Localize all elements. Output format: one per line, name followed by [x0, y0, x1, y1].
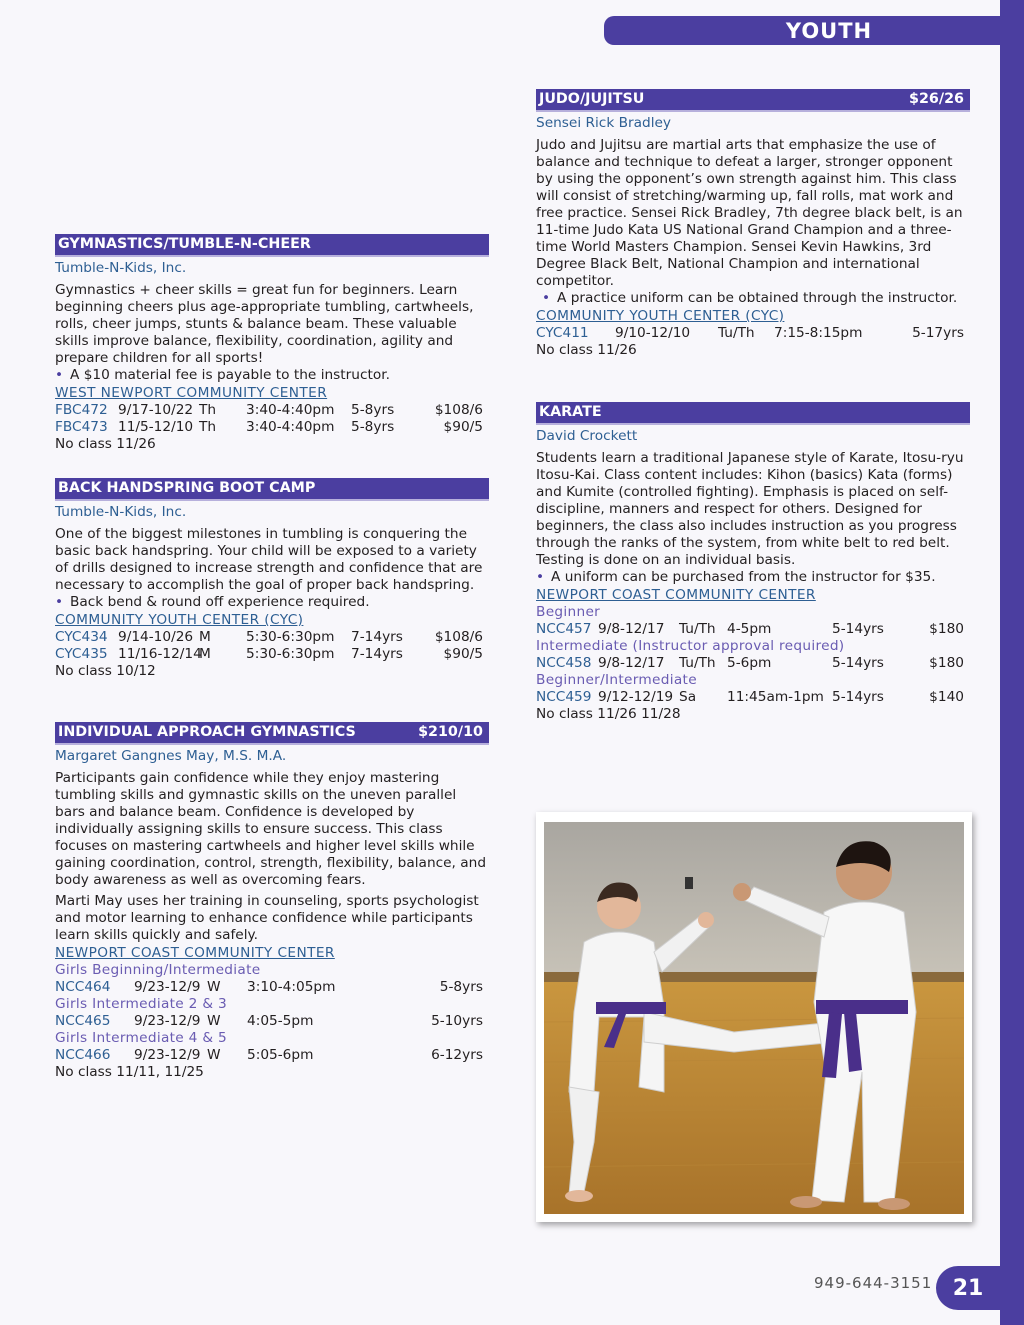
- description: Gymnastics + cheer skills = great fun for beginners. Learn beginning cheers plus age-appropriate tumbling, cartwheels, rolls, cheer jumps, stunts & balance beam. These valuable skills improve balance, flexibility, coordination, agility and prepare children for all sports!: [55, 282, 474, 366]
- section-header: [55, 478, 489, 501]
- group-label: Beginner/Intermediate: [536, 672, 697, 688]
- page-edge-bar: [1000, 0, 1024, 1325]
- description: One of the biggest milestones in tumbling is conquering the basic back handspring. Your child will be exposed to a variety of drills designed to increase strength and confidence that are necessary to accomplish the goal of proper back handspring.: [55, 526, 483, 593]
- no-class-note: No class 11/11, 11/25: [55, 1064, 204, 1080]
- time: 3:10-4:05pm: [247, 979, 336, 995]
- location-link[interactable]: COMMUNITY YOUTH CENTER (CYC): [536, 308, 785, 324]
- time: 5:05-6pm: [247, 1047, 314, 1063]
- handspring-section: [55, 478, 489, 680]
- fee: $180: [929, 621, 964, 637]
- ages: 5-8yrs: [439, 979, 483, 995]
- ages: 5-8yrs: [351, 419, 395, 435]
- section-header: [55, 722, 489, 745]
- class-code[interactable]: NCC457: [536, 621, 592, 637]
- class-code[interactable]: NCC465: [55, 1013, 111, 1029]
- class-code[interactable]: NCC458: [536, 655, 592, 671]
- section-price: $26/26: [909, 91, 964, 107]
- section-title: KARATE: [539, 404, 602, 420]
- table-row: [55, 629, 489, 646]
- section-title: GYMNASTICS/TUMBLE-N-CHEER: [58, 236, 311, 252]
- dates: 9/17-10/22: [118, 402, 194, 418]
- section-price: $210/10: [418, 724, 483, 740]
- table-row: [536, 621, 970, 638]
- bullet-note: • Back bend & round off experience required.: [55, 594, 370, 610]
- fee: $180: [929, 655, 964, 671]
- group-label: Intermediate (Instructor approval required): [536, 638, 845, 654]
- instructor: David Crockett: [536, 428, 638, 444]
- fee: $140: [929, 689, 964, 705]
- karate-section: [536, 402, 970, 723]
- section-header: [55, 234, 489, 257]
- class-code[interactable]: CYC411: [536, 325, 589, 341]
- time: 4:05-5pm: [247, 1013, 314, 1029]
- time: 4-5pm: [727, 621, 772, 637]
- instructor: Tumble-N-Kids, Inc.: [55, 260, 187, 276]
- no-class-note: No class 11/26: [55, 436, 156, 452]
- description-2: Marti May uses her training in counseling, sports psychologist and motor learning to enhance confidence while participants learn skills quickly and safely.: [55, 893, 479, 943]
- class-code[interactable]: FBC473: [55, 419, 108, 435]
- ages: 5-8yrs: [351, 402, 395, 418]
- bullet-note: • A practice uniform can be obtained through the instructor.: [542, 290, 958, 306]
- ages: 5-14yrs: [832, 655, 884, 671]
- dates: 9/8-12/17: [598, 621, 665, 637]
- instructor: Sensei Rick Bradley: [536, 115, 672, 131]
- karate-photo: [544, 822, 964, 1214]
- group-label: Girls Intermediate 2 & 3: [55, 996, 227, 1012]
- day: Th: [199, 419, 217, 435]
- time: 3:40-4:40pm: [246, 402, 335, 418]
- bullet-note: • A $10 material fee is payable to the instructor.: [55, 367, 390, 383]
- no-class-note: No class 11/26 11/28: [536, 706, 681, 722]
- table-row: [55, 402, 489, 419]
- day: M: [199, 629, 211, 645]
- individual-gymnastics-section: [55, 722, 489, 1081]
- time: 5:30-6:30pm: [246, 629, 335, 645]
- class-code[interactable]: CYC434: [55, 629, 108, 645]
- section-title: INDIVIDUAL APPROACH GYMNASTICS: [58, 724, 356, 740]
- dates: 9/23-12/9: [134, 979, 201, 995]
- footer-phone: 949-644-3151: [814, 1274, 933, 1292]
- class-code[interactable]: NCC459: [536, 689, 592, 705]
- location-link[interactable]: COMMUNITY YOUTH CENTER (CYC): [55, 612, 304, 628]
- ages: 5-17yrs: [912, 325, 964, 341]
- group-label: Girls Intermediate 4 & 5: [55, 1030, 227, 1046]
- time: 7:15-8:15pm: [774, 325, 863, 341]
- class-code[interactable]: NCC466: [55, 1047, 111, 1063]
- day: Tu/Th: [718, 325, 755, 341]
- day: Sa: [679, 689, 697, 705]
- section-title: BACK HANDSPRING BOOT CAMP: [58, 480, 316, 496]
- page-number: 21: [936, 1266, 1000, 1310]
- ages: 5-14yrs: [832, 689, 884, 705]
- day: W: [207, 1047, 221, 1063]
- location-link[interactable]: NEWPORT COAST COMMUNITY CENTER: [536, 587, 816, 603]
- day: W: [207, 979, 221, 995]
- time: 5:30-6:30pm: [246, 646, 335, 662]
- time: 11:45am-1pm: [727, 689, 824, 705]
- instructor: Margaret Gangnes May, M.S. M.A.: [55, 748, 287, 764]
- karate-photo-frame: [536, 812, 972, 1222]
- day: W: [207, 1013, 221, 1029]
- table-row: [536, 325, 970, 342]
- ages: 6-12yrs: [431, 1047, 483, 1063]
- table-row: [55, 419, 489, 436]
- class-code[interactable]: NCC464: [55, 979, 111, 995]
- table-row: [536, 689, 970, 706]
- fee: $90/5: [443, 646, 483, 662]
- table-row: [55, 1047, 489, 1064]
- dates: 9/14-10/26: [118, 629, 194, 645]
- gymnastics-section: [55, 234, 489, 453]
- ages: 7-14yrs: [351, 629, 403, 645]
- dates: 11/16-12/14: [118, 646, 202, 662]
- day: Tu/Th: [679, 655, 716, 671]
- section-title: JUDO/JUJITSU: [539, 91, 645, 107]
- fee: $108/6: [434, 402, 483, 418]
- table-row: [55, 646, 489, 663]
- description: Participants gain confidence while they enjoy mastering tumbling skills and gymnastic skills on the uneven parallel bars and balance beam. Confidence is developed by individually assigning skills to ensure success. This class focuses on mastering cartwheels and higher level skills while gaining coordination, control, strength, flexibility, balance, and body awareness as well as overcoming fears.: [55, 770, 487, 888]
- judo-section: [536, 89, 970, 359]
- time: 5-6pm: [727, 655, 772, 671]
- dates: 9/23-12/9: [134, 1047, 201, 1063]
- section-header: [536, 402, 970, 425]
- section-tab: YOUTH: [604, 16, 1024, 45]
- fee: $90/5: [443, 419, 483, 435]
- ages: 5-14yrs: [832, 621, 884, 637]
- dates: 9/8-12/17: [598, 655, 665, 671]
- table-row: [536, 655, 970, 672]
- location-link[interactable]: NEWPORT COAST COMMUNITY CENTER: [55, 945, 335, 961]
- table-row: [55, 979, 489, 996]
- ages: 7-14yrs: [351, 646, 403, 662]
- description: Judo and Jujitsu are martial arts that emphasize the use of balance and technique to defeat a larger, stronger opponent by using the opponent’s own strength against him. This class will consist of stretching/warming up, fall rolls, mat work and free practice. Sensei Rick Bradley, 7th degree black belt, is an 11-time Judo Kata US National Grand Champion and a three-time World Masters Champion. Sensei Kevin Hawkins, 3rd Degree Black Belt, National Champion and international competitor.: [536, 137, 963, 289]
- day: M: [199, 646, 211, 662]
- group-label: Beginner: [536, 604, 601, 620]
- section-header: [536, 89, 970, 112]
- day: Th: [199, 402, 217, 418]
- group-label: Girls Beginning/Intermediate: [55, 962, 261, 978]
- description: Students learn a traditional Japanese style of Karate, Itosu-ryu Itosu-Kai. Class content includes: Kihon (basics) Kata (forms) and Kumite (controlled fighting). Emphasis is placed on self-discipline, manners and respect for others. Designed for beginners, the class also includes instruction as you progress through the ranks of the system, from white belt to red belt. Testing is done on an individual basis.: [536, 450, 964, 568]
- day: Tu/Th: [679, 621, 716, 637]
- time: 3:40-4:40pm: [246, 419, 335, 435]
- class-code[interactable]: CYC435: [55, 646, 108, 662]
- fee: $108/6: [434, 629, 483, 645]
- table-row: [55, 1013, 489, 1030]
- bullet-note: • A uniform can be purchased from the instructor for $35.: [536, 569, 936, 585]
- dates: 9/12-12/19: [598, 689, 674, 705]
- class-code[interactable]: FBC472: [55, 402, 108, 418]
- no-class-note: No class 11/26: [536, 342, 637, 358]
- dates: 9/10-12/10: [615, 325, 691, 341]
- no-class-note: No class 10/12: [55, 663, 156, 679]
- location-link[interactable]: WEST NEWPORT COMMUNITY CENTER: [55, 385, 328, 401]
- instructor: Tumble-N-Kids, Inc.: [55, 504, 187, 520]
- ages: 5-10yrs: [431, 1013, 483, 1029]
- dates: 9/23-12/9: [134, 1013, 201, 1029]
- dates: 11/5-12/10: [118, 419, 194, 435]
